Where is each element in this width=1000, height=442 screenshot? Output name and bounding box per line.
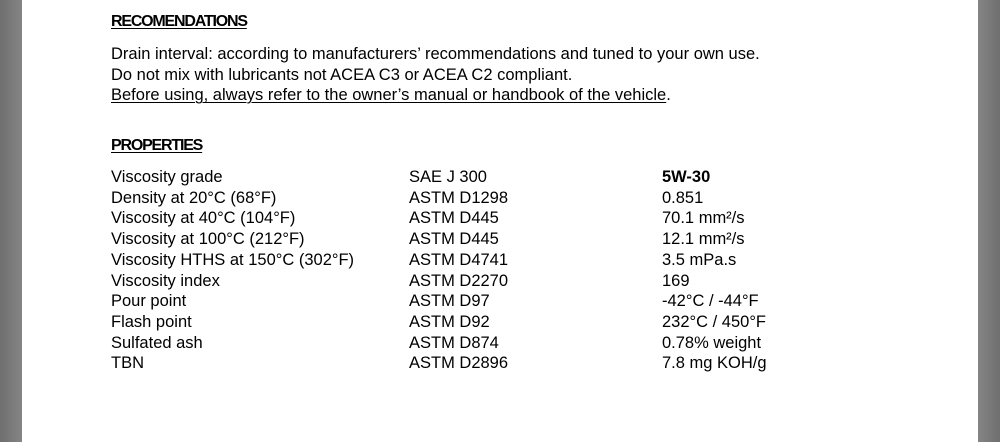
test-method: ASTM D92 [409,312,490,331]
owners-manual-note [111,85,760,106]
property-name: Density at 20°C (68°F) [111,188,277,207]
table-row [111,188,862,209]
table-row [111,250,862,271]
owners-manual-note-text: Before using, always refer to the owner’s manual or handbook of the vehicle [111,86,667,104]
recommendations-text [111,44,760,106]
recommendations-heading: RECOMENDATIONS [111,13,247,30]
property-value: -42°C / -44°F [662,292,759,311]
property-name: Viscosity at 100°C (212°F) [111,230,305,249]
mixing-warning-line: Do not mix with lubricants not ACEA C3 or ACEA C2 compliant. [111,65,573,84]
table-row [111,271,862,292]
test-method: ASTM D2270 [409,271,509,290]
table-row [111,208,862,229]
property-name: Sulfated ash [111,333,203,352]
property-name: TBN [111,354,144,373]
drain-interval-line: Drain interval: according to manufacturers’ recommendations and tuned to your own use. [111,45,760,63]
property-value: 5W-30 [662,168,711,186]
property-value: 3.5 mPa.s [662,250,737,269]
test-method: ASTM D445 [409,230,499,249]
property-name: Pour point [111,292,187,311]
properties-table [111,167,862,374]
property-name: Viscosity index [111,271,220,290]
table-row [111,229,862,250]
table-row [111,167,862,188]
test-method: ASTM D2896 [409,354,509,373]
test-method: ASTM D97 [409,292,490,311]
property-name: Flash point [111,312,192,331]
viewer-margin-right [978,0,1000,442]
property-value: 12.1 mm²/s [662,230,745,249]
test-method: ASTM D4741 [409,250,509,269]
test-method: ASTM D445 [409,209,499,228]
property-value: 0.78% weight [662,333,762,352]
property-value: 70.1 mm²/s [662,209,745,228]
property-value: 169 [662,271,690,290]
property-name: Viscosity at 40°C (104°F) [111,209,296,228]
test-method: ASTM D1298 [409,188,509,207]
test-method: SAE J 300 [409,168,487,186]
table-row [111,312,862,333]
property-value: 232°C / 450°F [662,312,767,331]
viewer-margin-left [0,0,22,442]
table-row [111,353,862,374]
properties-heading: PROPERTIES [111,137,203,154]
table-row [111,291,862,312]
property-value: 7.8 mg KOH/g [662,354,767,373]
table-row [111,333,862,354]
document-page [22,0,978,442]
owners-manual-note-period: . [666,86,671,104]
property-name: Viscosity grade [111,168,223,186]
property-name: Viscosity HTHS at 150°C (302°F) [111,250,355,269]
property-value: 0.851 [662,188,704,207]
test-method: ASTM D874 [409,333,499,352]
